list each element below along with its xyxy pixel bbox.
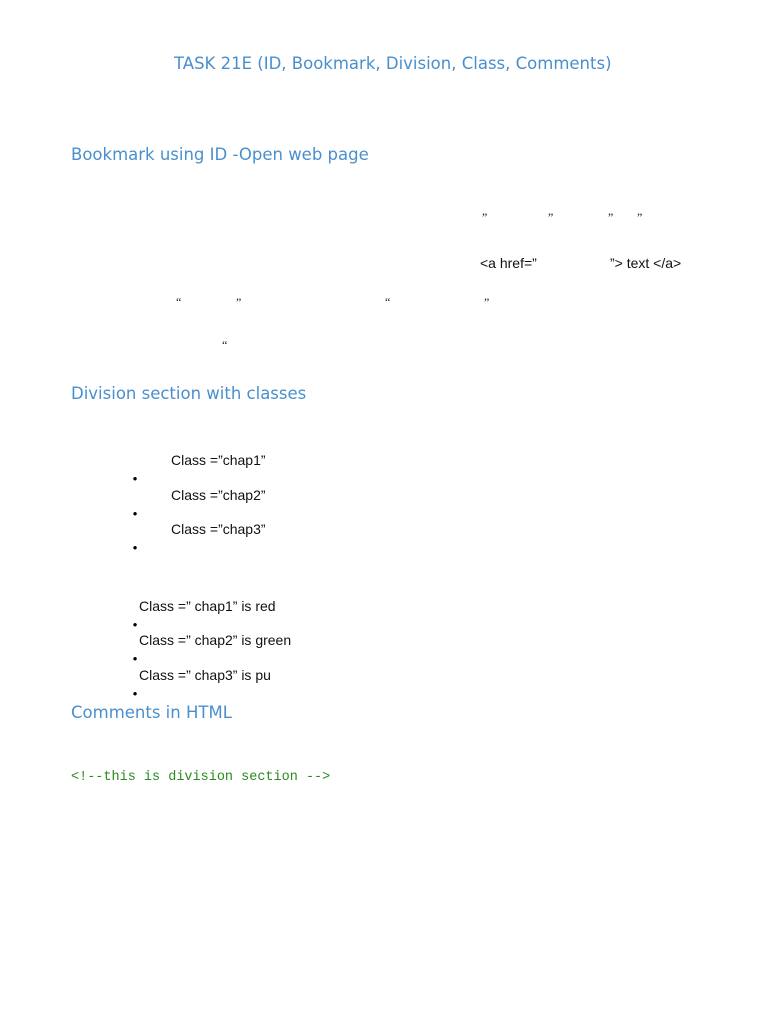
list-item-text: Class =”chap3” [171,521,266,537]
bullet-icon: • [132,540,138,555]
bullet-icon: • [132,651,138,666]
division-heading: Division section with classes [71,384,307,403]
bullet-icon: • [132,686,138,701]
list-item-text: Class =”chap1” [171,452,266,468]
anchor-tag-start: <a href=” [480,255,537,271]
list-item-text: Class =”chap2” [171,487,266,503]
bullet-icon: • [132,471,138,486]
list-item-text: Class =” chap1” is red [139,598,276,614]
quote-mark: ” [608,210,614,224]
bullet-icon: • [132,506,138,521]
quote-mark: ” [236,295,242,309]
comments-heading: Comments in HTML [71,703,232,722]
list-item-text: Class =” chap3” is pu [139,667,271,683]
list-item [115,521,137,575]
quote-mark: “ [222,338,228,352]
quote-mark: ” [548,210,554,224]
quote-mark: “ [176,295,182,309]
anchor-tag-end: ”> text </a> [610,255,682,271]
code-comment-line: <!--this is division section --> [71,770,331,785]
bullet-icon: • [132,617,138,632]
quote-mark: ” [637,210,643,224]
list-item-text: Class =” chap2” is green [139,632,292,648]
quote-mark: “ [385,295,391,309]
quote-mark: ” [484,295,490,309]
quote-mark: ” [482,210,488,224]
document-title: TASK 21E (ID, Bookmark, Division, Class, Comments) [174,54,612,73]
bookmark-heading: Bookmark using ID -Open web page [71,145,369,164]
